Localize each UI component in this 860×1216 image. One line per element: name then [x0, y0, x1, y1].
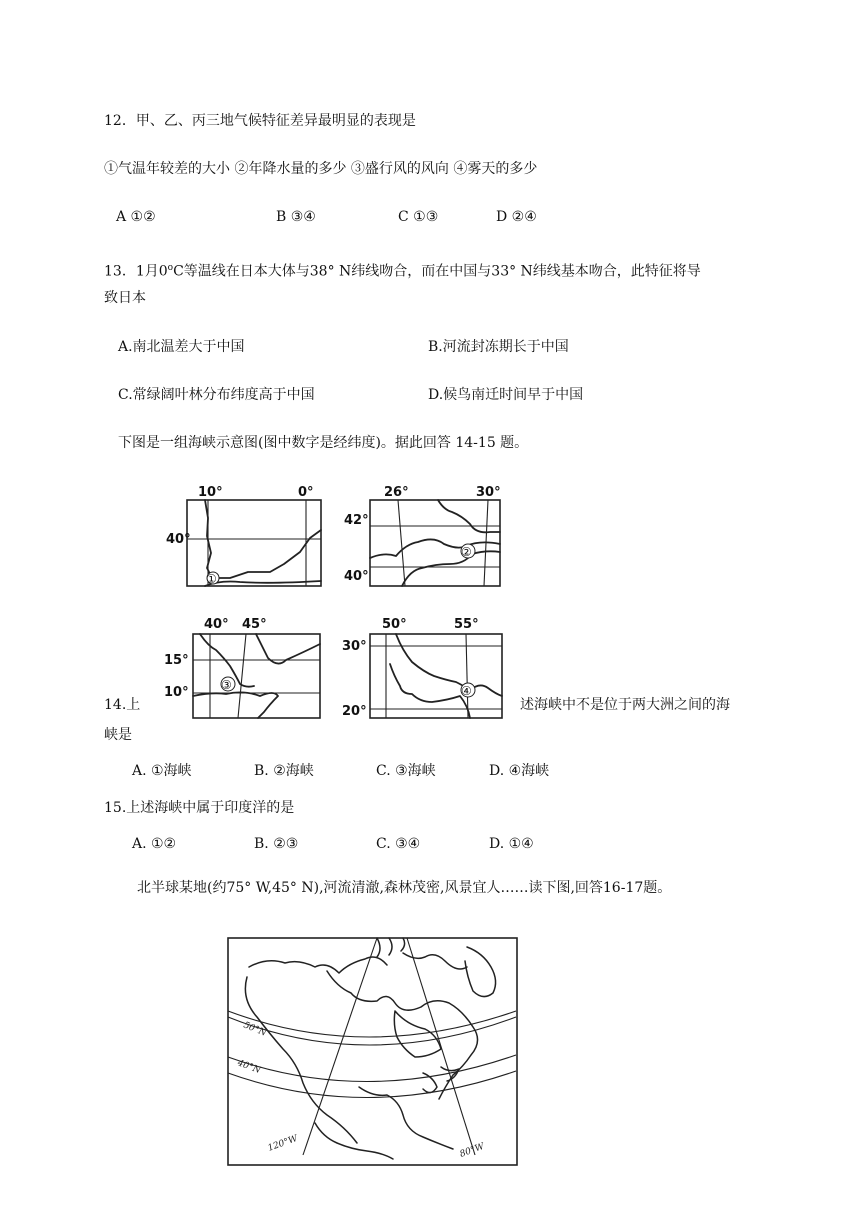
strait-map-2: [340, 478, 510, 590]
q15-option-d: D. ①④: [489, 836, 534, 852]
intro-14-15: 下图是一组海峡示意图(图中数字是经纬度)。据此回答 14-15 题。: [118, 435, 529, 451]
q13-option-b: B.河流封冻期长于中国: [428, 339, 569, 355]
map3-lon-left: 40°: [204, 617, 229, 632]
map4-lat-bottom: 20°: [342, 704, 367, 719]
q13-degree-sup: o: [167, 263, 174, 273]
map1-lon-right: 0°: [298, 485, 314, 500]
q12-option-c: C ①③: [398, 209, 439, 225]
na-lat50-label: 50°N: [241, 1020, 268, 1039]
map4-marker: ④: [461, 684, 472, 698]
q12-stem: 12．甲、乙、丙三地气候特征差异最明显的表现是: [104, 113, 416, 129]
map2-lat-top: 42°: [344, 513, 369, 528]
q14-stem-a: 14.上: [104, 697, 141, 713]
q15-option-c: C. ③④: [376, 836, 421, 852]
map3-lon-right: 45°: [242, 617, 267, 632]
map2-lon-right: 30°: [476, 485, 501, 500]
q13-stem-line2: 致日本: [104, 290, 146, 306]
q13-stem-part-a: 13．1月0: [104, 263, 168, 280]
strait-map-4: [340, 610, 510, 722]
q14-stem-b: 述海峡中不是位于两大洲之间的海: [520, 697, 730, 713]
map1-lat: 40°: [166, 532, 191, 547]
na-lon120-label: 120°W: [266, 1133, 300, 1154]
q13-option-a: A.南北温差大于中国: [118, 339, 245, 355]
q14-option-b: B. ②海峡: [254, 763, 314, 779]
q12-option-a: A ①②: [116, 209, 156, 225]
q13-stem-part-b: C等温线在日本大体与38° N纬线吻合，而在中国与33° N纬线基本吻合，此特征将导: [173, 263, 701, 280]
q15-stem: 15.上述海峡中属于印度洋的是: [104, 800, 295, 816]
q12-items: ①气温年较差的大小 ②年降水量的多少 ③盛行风的风向 ④雾天的多少: [104, 161, 538, 177]
q14-option-a: A. ①海峡: [132, 763, 192, 779]
map4-lat-top: 30°: [342, 639, 367, 654]
q14-option-c: C. ③海峡: [376, 763, 436, 779]
map3-marker: ③: [221, 678, 232, 692]
map3-lat-top: 15°: [164, 653, 189, 668]
map1-marker: ①: [206, 572, 217, 586]
q15-option-b: B. ②③: [254, 836, 299, 852]
strait-map-3: [160, 610, 330, 722]
na-lat40-label: 40°N: [235, 1058, 262, 1076]
map1-lon-left: 10°: [198, 485, 223, 500]
q15-option-a: A. ①②: [132, 836, 177, 852]
q14-option-d: D. ④海峡: [489, 763, 550, 779]
intro-16-17: 北半球某地(约75° W,45° N),河流清澈,森林茂密,风景宜人……读下图,回答16-17题。: [137, 880, 672, 896]
strait-map-1: [160, 478, 330, 590]
q12-option-d: D ②④: [496, 209, 537, 225]
q13-stem-line1: [104, 259, 701, 281]
q14-stem-c: 峡是: [104, 727, 132, 743]
q13-option-c: C.常绿阔叶林分布纬度高于中国: [118, 387, 315, 403]
north-america-map: [227, 937, 519, 1167]
q13-option-d: D.候鸟南迁时间早于中国: [428, 387, 584, 403]
map4-lon-right: 55°: [454, 617, 479, 632]
map2-marker: ②: [461, 545, 472, 559]
map2-lon-left: 26°: [384, 485, 409, 500]
map4-lon-left: 50°: [382, 617, 407, 632]
map3-lat-bottom: 10°: [164, 685, 189, 700]
na-lon80-label: 80°W: [458, 1141, 486, 1160]
q12-option-b: B ③④: [276, 209, 316, 225]
map2-lat-bottom: 40°: [344, 569, 369, 584]
